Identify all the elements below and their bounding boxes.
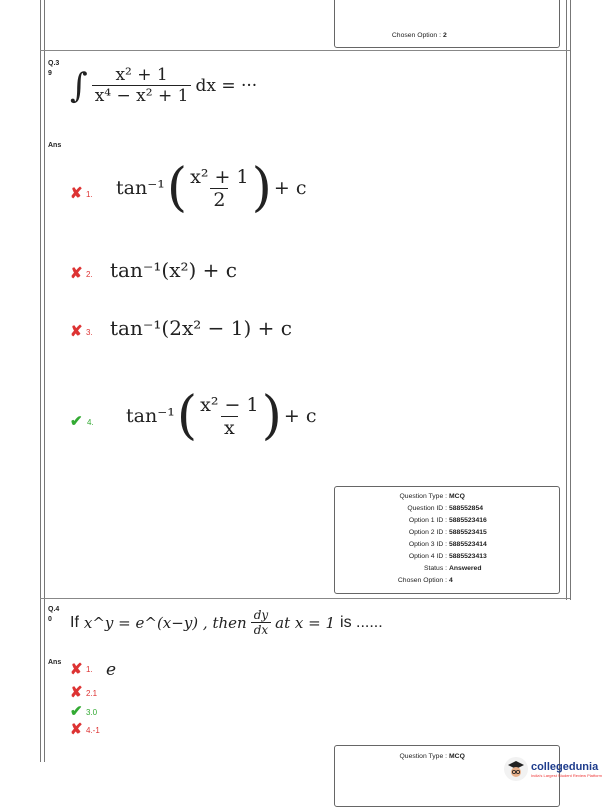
correct-check-icon: ✔	[70, 703, 83, 720]
wrong-cross-icon: ✘	[70, 661, 83, 678]
option-3-expression: tan⁻¹(2x² − 1) + c	[110, 316, 292, 340]
question-39-fraction: $\frac{\text{x² + 1}}{\text{x⁴ − x² + 1}}$	[92, 65, 192, 106]
option-2-value: 2.1	[86, 689, 98, 698]
correct-check-icon: ✔	[70, 413, 83, 430]
option-number: 2.	[86, 270, 93, 279]
question-number-40: Q.4 0	[48, 606, 60, 623]
graduate-icon	[504, 757, 528, 781]
right-border	[566, 0, 567, 600]
option-4-expression: tan⁻¹ ( $\frac{\text{x² − 1}}{x}$ ) + c	[126, 386, 317, 446]
option-number: 1.	[86, 665, 93, 674]
option-number: 1.	[86, 190, 93, 199]
integral-sign: ∫	[70, 65, 88, 106]
question-39-meta: Question Type : MCQ Question ID : 588552854 Option 1 ID : 5885523416 Option 2 ID : 5885523415 Option 3 ID : 5885523414 Option 4 ID : 5885523413 Status : Answered Chosen Option : 4	[397, 493, 487, 584]
collegedunia-logo: collegedunia India's Largest Student Review Platform	[504, 757, 602, 781]
answer-label-40: Ans	[48, 659, 62, 666]
question-40-meta: Question Type : MCQ	[399, 753, 465, 760]
wrong-cross-icon: ✘	[70, 265, 83, 282]
left-border	[40, 0, 41, 762]
right-border-inner	[570, 0, 571, 600]
option-1-expression: tan⁻¹ ( $\frac{\text{x² + 1}}{2}$ ) + c	[116, 158, 307, 218]
option-4-value: 4.-1	[86, 726, 100, 735]
wrong-cross-icon: ✘	[70, 185, 83, 202]
question-number-39: Q.3 9	[48, 60, 60, 77]
option-3-value: 3.0	[86, 708, 98, 717]
option-2-expression: tan⁻¹(x²) + c	[110, 258, 237, 282]
previous-chosen-option: Chosen Option : 2	[391, 32, 447, 39]
left-border-inner	[44, 0, 45, 762]
wrong-cross-icon: ✘	[70, 323, 83, 340]
option-number: 3.	[86, 328, 93, 337]
question-40-text: If x^y = e^(x−y) , then $\frac{dy}{dx}$ at x = 1 is ......	[70, 608, 383, 637]
separator-top	[40, 50, 570, 51]
answer-label-39: Ans	[48, 142, 62, 149]
option-number: 4.	[87, 418, 94, 427]
wrong-cross-icon: ✘	[70, 721, 83, 738]
separator-middle	[40, 598, 570, 599]
question-39-text: ∫ $\frac{\text{x² + 1}}{\text{x⁴ − x² + 1}}$ dx = ···	[70, 65, 258, 106]
option-1-value: e	[106, 660, 117, 680]
wrong-cross-icon: ✘	[70, 684, 83, 701]
